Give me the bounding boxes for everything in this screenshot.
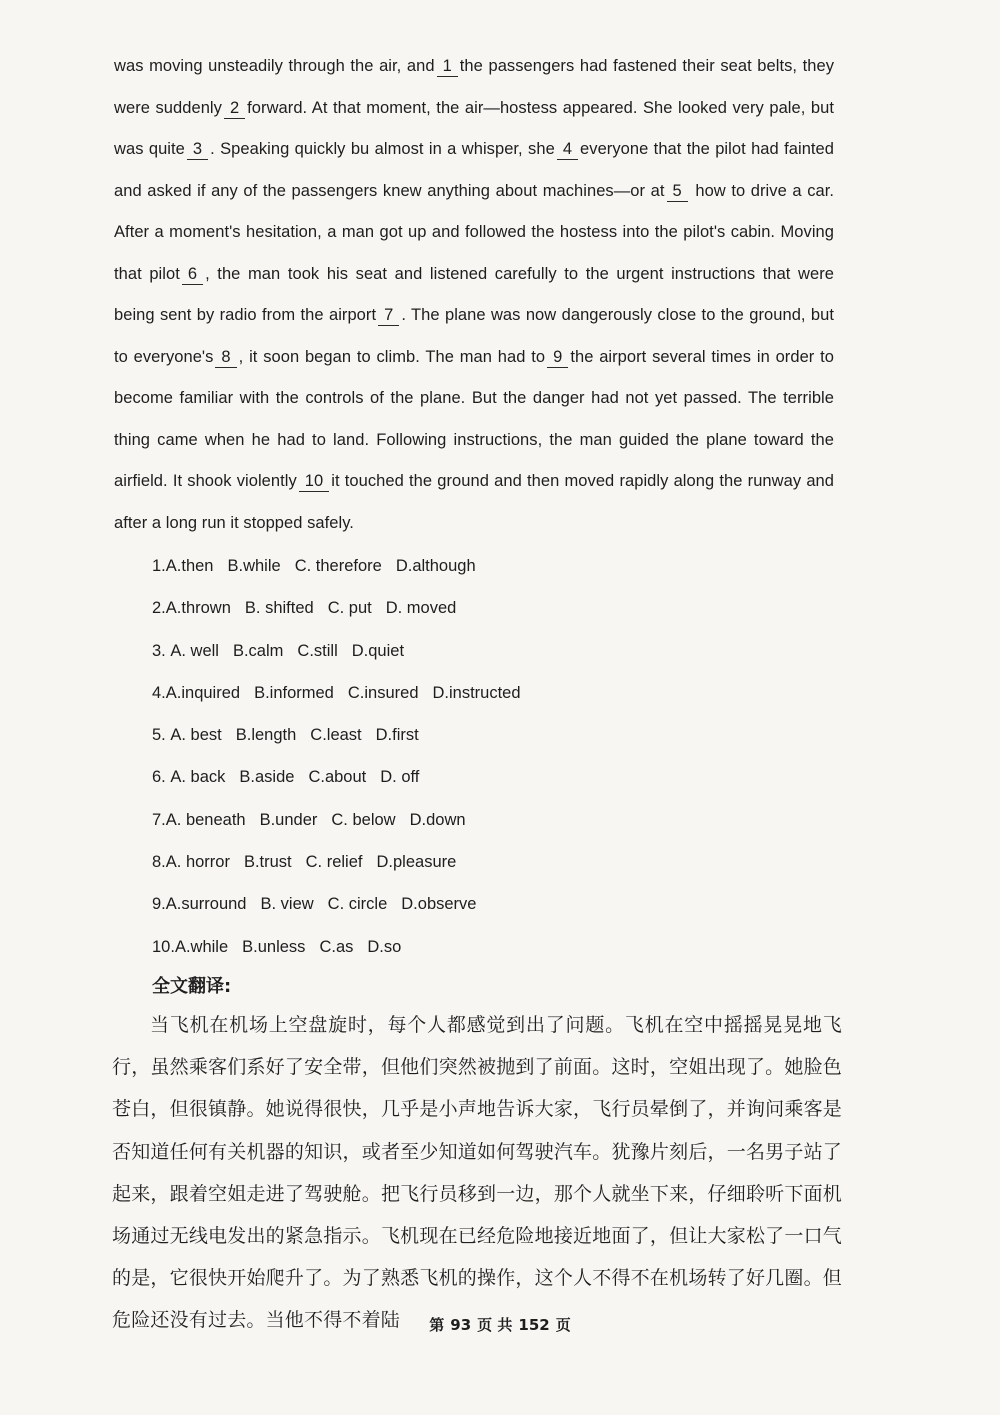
blank-8: 8 — [215, 347, 236, 368]
question-number: 5. — [152, 726, 171, 745]
question-number: 1. — [152, 557, 166, 575]
option-choice: C. therefore — [294, 557, 382, 575]
option-choice: B.calm — [232, 641, 284, 660]
passage-text-segment: everyone that the pilot had fainted and asked if any of the passengers knew anything about machines—or at — [114, 140, 835, 200]
option-choice: D. off — [380, 768, 420, 787]
option-choice: A. well — [170, 641, 219, 660]
option-row-7 — [152, 804, 535, 846]
blank-7: 7 — [378, 305, 399, 326]
option-choice: C.still — [297, 641, 338, 660]
passage-text-segment: . The plane was now dangerously close to the ground, but to everyone's — [114, 306, 835, 366]
option-choice: D.down — [409, 810, 466, 829]
option-choice: C. circle — [327, 895, 388, 914]
answer-options-list — [152, 550, 535, 973]
option-choice: D.pleasure — [376, 853, 457, 872]
translation-heading: 全文翻译: — [152, 976, 232, 997]
option-choice: C. below — [331, 810, 396, 829]
option-choice: A.while — [174, 937, 229, 956]
question-number: 9. — [152, 895, 166, 914]
blank-10: 10 — [299, 471, 329, 492]
passage-text-segment: it touched the ground and then moved rapidly along the runway and after a long run it stopped safely. — [114, 472, 834, 532]
option-choice: A.inquired — [165, 683, 241, 702]
option-choice: B.length — [235, 726, 297, 745]
option-row-1 — [152, 550, 535, 592]
passage-text-segment: the airport several times in order to become familiar with the controls of the plane. But the danger had not yet passed. The terrible thing came when he had to land. Following instructions, the man guided the plane toward the airfield. It shook violently — [114, 347, 834, 490]
option-row-5 — [152, 719, 535, 761]
passage-text-segment: how to drive a car. After a moment's hesitation, a man got up and followed the hostess into the pilot's cabin. Moving that pilot — [114, 181, 834, 283]
passage-text-segment: . Speaking quickly bu almost in a whisper, she — [210, 140, 555, 158]
passage-text-segment: was moving unsteadily through the air, and — [114, 57, 435, 75]
option-choice: C.insured — [347, 683, 419, 702]
option-choice: B. view — [260, 895, 314, 914]
passage-text-segment: , it soon began to climb. The man had to — [238, 347, 546, 366]
option-choice: A. back — [170, 768, 226, 787]
translation-text: 当飞机在机场上空盘旋时，每个人都感觉到出了问题。飞机在空中摇摇晃晃地飞行，虽然乘客们系好了安全带，但他们突然被抛到了前面。这时，空姐出现了。她脸色苍白，但很镇静。她说得很快，几乎是小声地告诉大家，飞行员晕倒了，并询问乘客是否知道任何有关机器的知识，或者至少知道如何驾驶汽车。犹豫片刻后，一名男子站了起来，跟着空姐走进了驾驶舱。把飞行员移到一边，那个人就坐下来，仔细聆听下面机场通过无线电发出的紧急指示。飞机现在已经危险地接近地面了，但让大家松了一口气的是，它很快开始爬升了。为了熟悉飞机的操作，这个人不得不在机场转了好几圈。但危险还没有过去。当他不得不着陆 — [112, 1014, 842, 1332]
blank-6: 6 — [182, 264, 203, 285]
option-choice: A.thrown — [165, 599, 231, 618]
option-choice: C. put — [327, 599, 372, 618]
page-footer — [0, 1314, 1000, 1335]
option-row-6 — [152, 761, 535, 803]
blank-4: 4 — [557, 139, 578, 160]
option-choice: A. best — [170, 726, 222, 745]
option-choice: A. horror — [165, 853, 230, 872]
option-choice: B.informed — [254, 683, 334, 702]
option-choice: C. relief — [305, 853, 363, 872]
footer-suffix: 页 — [555, 1316, 571, 1334]
blank-1: 1 — [437, 56, 458, 77]
footer-page-number: 93 — [450, 1316, 472, 1334]
option-choice: B.while — [227, 557, 281, 575]
blank-3: 3 — [187, 139, 208, 160]
option-choice: C.about — [308, 768, 367, 787]
blank-2: 2 — [224, 98, 245, 119]
option-row-10 — [152, 931, 535, 973]
question-number: 6. — [152, 768, 171, 787]
option-choice: D.observe — [401, 895, 477, 914]
blank-5: 5 — [667, 181, 688, 202]
option-row-8 — [152, 846, 535, 888]
option-choice: D.instructed — [432, 683, 521, 702]
question-number: 4. — [152, 683, 166, 702]
passage-text-segment: forward. At that moment, the air—hostess appeared. She looked very pale, but was quite — [114, 98, 834, 158]
option-row-2 — [152, 592, 535, 634]
footer-total-pages: 152 — [518, 1316, 550, 1334]
option-choice: A.then — [165, 557, 214, 575]
question-number: 3. — [152, 641, 171, 660]
option-choice: B.trust — [243, 853, 292, 872]
question-number: 7. — [152, 810, 166, 829]
option-choice: C.as — [319, 937, 354, 956]
option-row-4 — [152, 677, 535, 719]
question-number: 2. — [152, 599, 166, 618]
option-choice: D. moved — [385, 599, 457, 618]
option-choice: D.first — [375, 726, 419, 745]
option-choice: B.under — [259, 810, 318, 829]
blank-9: 9 — [547, 347, 568, 368]
option-choice: B.unless — [242, 937, 306, 956]
option-choice: C.least — [310, 726, 362, 745]
option-choice: D.although — [395, 557, 476, 575]
passage-text-segment: , the man took his seat and listened carefully to the urgent instructions that were being sent by radio from the airport — [114, 264, 834, 324]
option-choice: B.aside — [239, 768, 295, 787]
footer-prefix: 第 — [429, 1316, 445, 1334]
option-row-3 — [152, 635, 535, 677]
option-choice: D.quiet — [351, 641, 405, 660]
footer-middle: 页 共 — [477, 1316, 513, 1334]
option-choice: A. beneath — [165, 810, 246, 829]
option-row-9 — [152, 888, 535, 930]
option-choice: B. shifted — [244, 599, 314, 618]
option-choice: D.so — [367, 937, 402, 956]
question-number: 8. — [152, 853, 166, 872]
passage-text-segment: the passengers had fastened their seat belts, they were suddenly — [114, 57, 834, 117]
option-choice: A.surround — [165, 895, 247, 914]
question-number: 10. — [152, 937, 175, 956]
cloze-passage — [114, 46, 834, 544]
